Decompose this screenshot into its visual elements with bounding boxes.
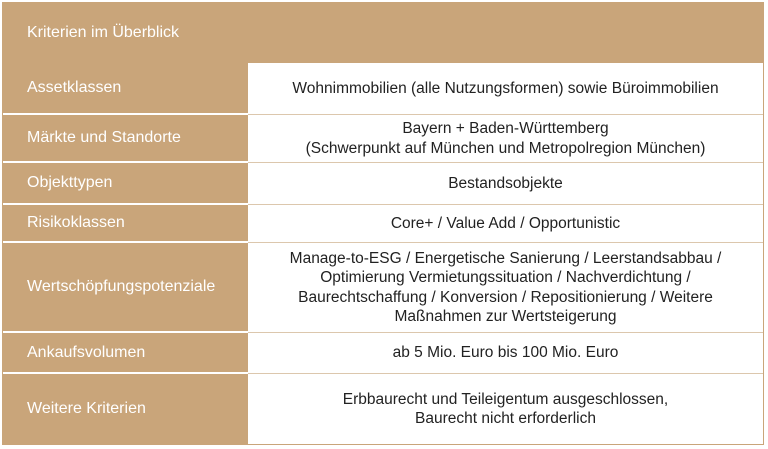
value-line: Optimierung Vermietungssituation / Nachverdichtung / [320,269,691,286]
value-line: ab 5 Mio. Euro bis 100 Mio. Euro [392,344,619,362]
row-value [248,333,763,374]
row-label: Risikoklassen [3,205,248,243]
value-line: Baurechtschaffung / Konversion / Repositionierung / Weitere [298,288,713,306]
row-wertschoepfungspotenziale [3,243,763,333]
value-line: Bestandsobjekte [448,174,563,192]
row-value [248,205,763,243]
row-value [248,63,763,115]
value-line: Manage-to-ESG / Energetische Sanierung / Leerstandsabbau / [289,249,722,267]
row-value [248,163,763,205]
row-label: Assetklassen [3,63,248,115]
row-value [248,243,763,333]
value-line: Baurecht nicht erforderlich [415,410,596,427]
row-assetklassen [3,63,763,115]
table-header [3,3,763,63]
row-label: Weitere Kriterien [3,374,248,444]
row-ankaufsvolumen [3,333,763,374]
value-line: Core+ / Value Add / Opportunistic [390,214,621,232]
row-maerkte-standorte [3,115,763,163]
row-label: Objekttypen [3,163,248,205]
value-line: Wohnimmobilien (alle Nutzungsformen) sowie Büroimmobilien [292,79,719,97]
value-line: Erbbaurecht und Teileigentum ausgeschlossen, [342,390,669,408]
row-value [248,374,763,444]
table-title: Kriterien im Überblick [27,24,180,41]
row-risikoklassen [3,205,763,243]
row-label: Wertschöpfungspotenziale [3,243,248,333]
row-label: Märkte und Standorte [3,115,248,163]
criteria-table [2,2,764,445]
row-value [248,115,763,163]
value-line: (Schwerpunkt auf München und Metropolregion München) [305,139,706,157]
row-label: Ankaufsvolumen [3,333,248,374]
row-objekttypen [3,163,763,205]
value-line: Bayern + Baden-Württemberg [402,120,609,137]
value-line: Maßnahmen zur Wertsteigerung [394,308,617,325]
row-weitere-kriterien [3,374,763,444]
